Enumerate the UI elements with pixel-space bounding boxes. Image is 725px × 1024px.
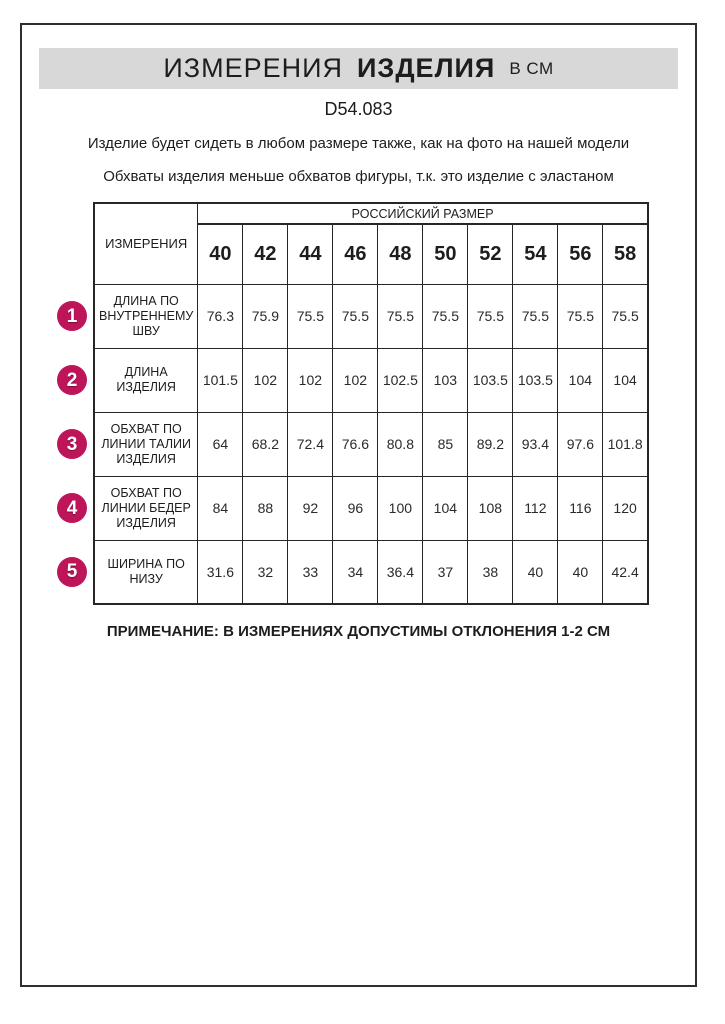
value-cell: 75.5 (378, 284, 423, 348)
value-cell: 38 (468, 540, 513, 604)
value-cell: 34 (333, 540, 378, 604)
value-cell: 84 (198, 476, 243, 540)
value-cell: 75.5 (288, 284, 333, 348)
value-cell: 75.5 (513, 284, 558, 348)
row-number-badge: 2 (57, 365, 87, 395)
value-cell: 97.6 (558, 412, 603, 476)
table-row (94, 348, 648, 412)
row-label-text: ДЛИНА ПО ВНУТРЕННЕМУ ШВУ (99, 293, 194, 338)
size-table (66, 202, 649, 605)
value-cell: 103 (423, 348, 468, 412)
value-cell: 116 (558, 476, 603, 540)
value-cell: 75.5 (423, 284, 468, 348)
value-cell: 100 (378, 476, 423, 540)
value-cell: 104 (423, 476, 468, 540)
value-cell: 75.5 (468, 284, 513, 348)
value-cell: 112 (513, 476, 558, 540)
value-cell: 103.5 (513, 348, 558, 412)
value-cell: 76.6 (333, 412, 378, 476)
value-cell: 37 (423, 540, 468, 604)
page-title-bold: ИЗДЕЛИЯ (357, 53, 496, 83)
group-header-row (94, 203, 648, 224)
value-cell: 75.5 (558, 284, 603, 348)
row-label (66, 348, 198, 412)
value-cell: 75.5 (603, 284, 648, 348)
size-col-header: 40 (198, 224, 243, 284)
article-code: D54.083 (324, 99, 393, 119)
value-cell: 76.3 (198, 284, 243, 348)
value-cell: 103.5 (468, 348, 513, 412)
value-cell: 89.2 (468, 412, 513, 476)
size-col-header: 42 (243, 224, 288, 284)
page-frame (20, 23, 697, 987)
table-row (94, 540, 648, 604)
value-cell: 75.5 (333, 284, 378, 348)
size-col-header: 44 (288, 224, 333, 284)
table-row (94, 284, 648, 348)
row-label-text: ШИРИНА ПО НИЗУ (107, 556, 185, 586)
size-col-header: 56 (558, 224, 603, 284)
value-cell: 96 (333, 476, 378, 540)
value-cell: 120 (603, 476, 648, 540)
page-title-units: В СМ (509, 58, 554, 78)
value-cell: 36.4 (378, 540, 423, 604)
row-label-text: ОБХВАТ ПО ЛИНИИ ТАЛИИ ИЗДЕЛИЯ (101, 421, 192, 466)
size-table-wrap (66, 202, 695, 605)
value-cell: 33 (288, 540, 333, 604)
value-cell: 102.5 (378, 348, 423, 412)
value-cell: 85 (423, 412, 468, 476)
value-cell: 68.2 (243, 412, 288, 476)
russian-size-header: РОССИЙСКИЙ РАЗМЕР (198, 203, 648, 224)
value-cell: 40 (558, 540, 603, 604)
row-number-badge: 4 (57, 493, 87, 523)
size-col-header: 58 (603, 224, 648, 284)
table-row (94, 476, 648, 540)
page-title: ИЗМЕРЕНИЯ (163, 53, 343, 83)
row-number-badge: 3 (57, 429, 87, 459)
value-cell: 32 (243, 540, 288, 604)
value-cell: 42.4 (603, 540, 648, 604)
value-cell: 101.8 (603, 412, 648, 476)
row-number-badge: 1 (57, 301, 87, 331)
size-col-header: 46 (333, 224, 378, 284)
value-cell: 93.4 (513, 412, 558, 476)
value-cell: 31.6 (198, 540, 243, 604)
row-number-badge: 5 (57, 557, 87, 587)
value-cell: 101.5 (198, 348, 243, 412)
fit-note: Изделие будет сидеть в любом размере также, как на фото на нашей модели (87, 135, 630, 152)
row-label (66, 284, 198, 348)
elastane-note: Обхваты изделия меньше обхватов фигуры, т.к. это изделие с эластаном (103, 168, 614, 185)
tolerance-note: ПРИМЕЧАНИЕ: В ИЗМЕРЕНИЯХ ДОПУСТИМЫ ОТКЛОНЕНИЯ 1-2 СМ (106, 623, 611, 640)
value-cell: 104 (603, 348, 648, 412)
value-cell: 64 (198, 412, 243, 476)
value-cell: 102 (333, 348, 378, 412)
value-cell: 108 (468, 476, 513, 540)
value-cell: 75.9 (243, 284, 288, 348)
value-cell: 102 (288, 348, 333, 412)
value-cell: 80.8 (378, 412, 423, 476)
row-label (66, 540, 198, 604)
size-col-header: 52 (468, 224, 513, 284)
value-cell: 72.4 (288, 412, 333, 476)
size-col-header: 54 (513, 224, 558, 284)
value-cell: 104 (558, 348, 603, 412)
row-label-text: ОБХВАТ ПО ЛИНИИ БЕДЕР ИЗДЕЛИЯ (101, 485, 191, 530)
value-cell: 102 (243, 348, 288, 412)
row-label-text: ДЛИНА ИЗДЕЛИЯ (116, 365, 176, 394)
value-cell: 92 (288, 476, 333, 540)
title-banner (39, 48, 678, 89)
value-cell: 88 (243, 476, 288, 540)
table-row (94, 412, 648, 476)
row-label (66, 476, 198, 540)
measurements-column-header: ИЗМЕРЕНИЯ (94, 203, 198, 284)
row-label (66, 412, 198, 476)
size-col-header: 50 (423, 224, 468, 284)
value-cell: 40 (513, 540, 558, 604)
size-col-header: 48 (378, 224, 423, 284)
